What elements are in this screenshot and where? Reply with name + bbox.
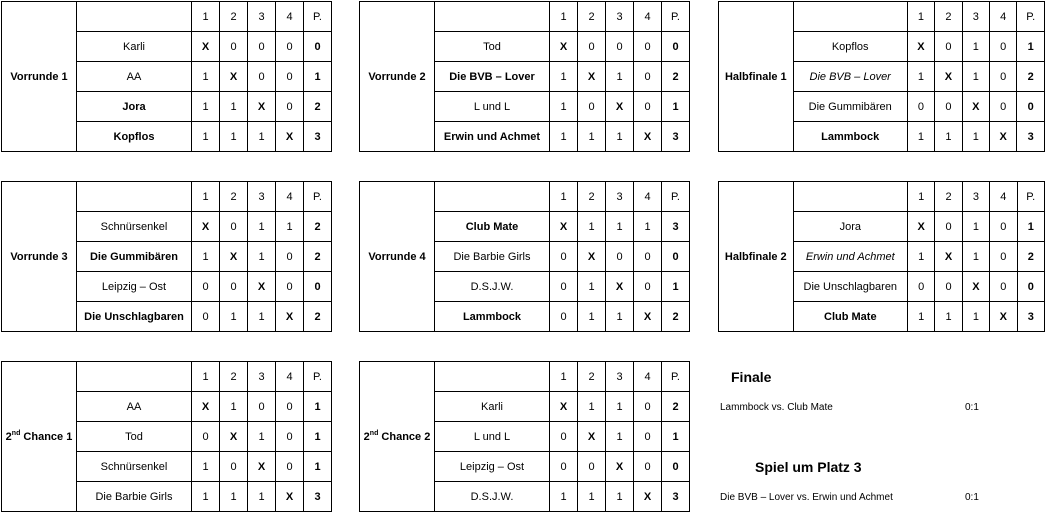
result-cell: 1 — [192, 62, 220, 92]
points-cell: 0 — [304, 272, 332, 302]
group-title: Halbfinale 2 — [719, 182, 794, 332]
finale-match: Lammbock vs. Club Mate — [720, 402, 833, 413]
team-name: AA — [77, 62, 192, 92]
column-header: 1 — [192, 2, 220, 32]
result-cell: X — [634, 482, 662, 512]
column-header: 1 — [907, 182, 934, 212]
result-cell: 0 — [248, 32, 276, 62]
result-cell: 1 — [220, 122, 248, 152]
finale-score: 0:1 — [965, 402, 979, 413]
result-cell: 0 — [634, 92, 662, 122]
result-cell: X — [962, 272, 989, 302]
group-title: 2nd Chance 2 — [360, 362, 435, 512]
team-name: Schnürsenkel — [77, 212, 192, 242]
result-cell: X — [220, 242, 248, 272]
team-name: Club Mate — [435, 212, 550, 242]
points-cell: 3 — [304, 482, 332, 512]
result-cell: 1 — [220, 302, 248, 332]
column-header: 3 — [248, 362, 276, 392]
column-header: P. — [304, 182, 332, 212]
result-cell: X — [550, 392, 578, 422]
group-table — [718, 181, 1045, 332]
team-name: Kopflos — [77, 122, 192, 152]
team-name: D.S.J.W. — [435, 272, 550, 302]
result-cell: 1 — [578, 482, 606, 512]
group-title: Vorrunde 1 — [2, 2, 77, 152]
result-cell: 1 — [276, 212, 304, 242]
column-header: P. — [662, 2, 690, 32]
result-cell: X — [276, 482, 304, 512]
result-cell: X — [578, 242, 606, 272]
points-cell: 1 — [662, 272, 690, 302]
result-cell: 1 — [248, 212, 276, 242]
result-cell: 1 — [550, 482, 578, 512]
result-cell: 1 — [606, 302, 634, 332]
team-name: AA — [77, 392, 192, 422]
column-header: 2 — [220, 362, 248, 392]
team-name: Die Gummibären — [793, 92, 907, 122]
result-cell: X — [935, 242, 962, 272]
team-name: Jora — [77, 92, 192, 122]
result-cell: 0 — [220, 212, 248, 242]
team-name: D.S.J.W. — [435, 482, 550, 512]
result-cell: 0 — [220, 32, 248, 62]
team-name: L und L — [435, 92, 550, 122]
result-cell: X — [276, 122, 304, 152]
points-cell: 2 — [304, 242, 332, 272]
result-cell: 0 — [276, 392, 304, 422]
column-header: 1 — [550, 182, 578, 212]
team-name: Tod — [435, 32, 550, 62]
group-table — [1, 1, 332, 152]
result-cell: 1 — [192, 452, 220, 482]
header-blank-cell — [435, 362, 550, 392]
result-cell: X — [192, 212, 220, 242]
result-cell: 1 — [220, 392, 248, 422]
group-title: 2nd Chance 1 — [2, 362, 77, 512]
result-cell: 1 — [192, 122, 220, 152]
column-header: P. — [662, 182, 690, 212]
header-blank-cell — [435, 182, 550, 212]
team-name: Karli — [435, 392, 550, 422]
points-cell: 3 — [662, 482, 690, 512]
points-cell: 2 — [1017, 62, 1045, 92]
team-name: Die BVB – Lover — [793, 62, 907, 92]
result-cell: X — [248, 452, 276, 482]
column-header: P. — [1017, 2, 1045, 32]
team-name: Schnürsenkel — [77, 452, 192, 482]
team-name: Die Barbie Girls — [435, 242, 550, 272]
result-cell: 1 — [248, 122, 276, 152]
column-header: 2 — [578, 362, 606, 392]
group-title: Vorrunde 3 — [2, 182, 77, 332]
column-header: 2 — [220, 182, 248, 212]
result-cell: X — [606, 272, 634, 302]
result-cell: 1 — [578, 122, 606, 152]
column-header: 2 — [935, 2, 962, 32]
team-name: Lammbock — [793, 122, 907, 152]
result-cell: X — [990, 122, 1017, 152]
result-cell: X — [962, 92, 989, 122]
points-cell: 2 — [1017, 242, 1044, 272]
points-cell: 0 — [1017, 92, 1045, 122]
team-name: L und L — [435, 422, 550, 452]
column-header: 1 — [550, 362, 578, 392]
result-cell: 0 — [634, 62, 662, 92]
result-cell: 1 — [962, 32, 989, 62]
column-header: 2 — [935, 182, 962, 212]
result-cell: 1 — [550, 62, 578, 92]
third-place-title: Spiel um Platz 3 — [755, 459, 862, 475]
result-cell: 1 — [606, 482, 634, 512]
result-cell: X — [276, 302, 304, 332]
column-header: 4 — [990, 2, 1017, 32]
points-cell: 2 — [662, 62, 690, 92]
points-cell: 1 — [1017, 32, 1045, 62]
points-cell: 0 — [662, 242, 690, 272]
result-cell: X — [990, 302, 1017, 332]
result-cell: 0 — [550, 272, 578, 302]
result-cell: 0 — [935, 272, 962, 302]
column-header: 1 — [550, 2, 578, 32]
points-cell: 0 — [304, 32, 332, 62]
result-cell: 1 — [248, 422, 276, 452]
result-cell: 1 — [220, 92, 248, 122]
result-cell: 0 — [935, 32, 962, 62]
result-cell: 1 — [907, 62, 934, 92]
result-cell: 0 — [550, 422, 578, 452]
result-cell: 0 — [276, 452, 304, 482]
points-cell: 3 — [1017, 122, 1045, 152]
result-cell: X — [220, 422, 248, 452]
points-cell: 0 — [662, 452, 690, 482]
points-cell: 3 — [304, 122, 332, 152]
result-cell: 1 — [578, 302, 606, 332]
team-name: Tod — [77, 422, 192, 452]
third-place-match: Die BVB – Lover vs. Erwin und Achmet — [720, 492, 893, 503]
group-title: Halbfinale 1 — [719, 2, 794, 152]
team-name: Die Gummibären — [77, 242, 192, 272]
team-name: Karli — [77, 32, 192, 62]
column-header: P. — [662, 362, 690, 392]
result-cell: 0 — [606, 242, 634, 272]
result-cell: 0 — [634, 32, 662, 62]
header-blank-cell — [793, 182, 907, 212]
column-header: 3 — [248, 182, 276, 212]
group-title: Vorrunde 2 — [360, 2, 435, 152]
result-cell: 0 — [606, 32, 634, 62]
group-table — [718, 1, 1045, 152]
result-cell: X — [192, 32, 220, 62]
result-cell: 0 — [935, 212, 962, 242]
team-name: Lammbock — [435, 302, 550, 332]
header-blank-cell — [435, 2, 550, 32]
column-header: P. — [1017, 182, 1044, 212]
column-header: 3 — [606, 182, 634, 212]
result-cell: 0 — [990, 62, 1017, 92]
result-cell: 0 — [990, 92, 1017, 122]
team-name: Leipzig – Ost — [435, 452, 550, 482]
result-cell: X — [606, 452, 634, 482]
column-header: 2 — [220, 2, 248, 32]
result-cell: 0 — [192, 272, 220, 302]
points-cell: 2 — [304, 212, 332, 242]
result-cell: 1 — [550, 92, 578, 122]
points-cell: 2 — [662, 302, 690, 332]
result-cell: 1 — [962, 302, 989, 332]
column-header: 4 — [276, 2, 304, 32]
points-cell: 1 — [662, 92, 690, 122]
points-cell: 1 — [304, 422, 332, 452]
group-table — [1, 181, 332, 332]
points-cell: 3 — [662, 212, 690, 242]
result-cell: 1 — [578, 392, 606, 422]
result-cell: 1 — [962, 242, 989, 272]
third-place-score: 0:1 — [965, 492, 979, 503]
column-header: 3 — [606, 2, 634, 32]
header-blank-cell — [77, 362, 192, 392]
result-cell: 1 — [962, 122, 989, 152]
points-cell: 1 — [662, 422, 690, 452]
result-cell: 1 — [935, 302, 962, 332]
header-blank-cell — [77, 2, 192, 32]
result-cell: 0 — [550, 302, 578, 332]
result-cell: 0 — [990, 272, 1017, 302]
result-cell: X — [248, 92, 276, 122]
result-cell: 0 — [276, 92, 304, 122]
result-cell: 1 — [606, 122, 634, 152]
column-header: 3 — [962, 182, 989, 212]
result-cell: X — [192, 392, 220, 422]
points-cell: 2 — [304, 92, 332, 122]
team-name: Die BVB – Lover — [435, 62, 550, 92]
result-cell: 0 — [578, 32, 606, 62]
result-cell: 0 — [220, 272, 248, 302]
result-cell: 0 — [276, 32, 304, 62]
result-cell: 1 — [550, 122, 578, 152]
result-cell: X — [907, 32, 934, 62]
result-cell: 1 — [192, 242, 220, 272]
team-name: Leipzig – Ost — [77, 272, 192, 302]
column-header: 1 — [192, 362, 220, 392]
result-cell: X — [550, 32, 578, 62]
group-table — [1, 361, 332, 512]
group-title: Vorrunde 4 — [360, 182, 435, 332]
column-header: 1 — [907, 2, 934, 32]
result-cell: 0 — [634, 452, 662, 482]
points-cell: 3 — [662, 122, 690, 152]
result-cell: 1 — [935, 122, 962, 152]
result-cell: 1 — [907, 242, 934, 272]
column-header: 3 — [248, 2, 276, 32]
result-cell: 0 — [634, 422, 662, 452]
result-cell: X — [935, 62, 962, 92]
column-header: 4 — [634, 2, 662, 32]
team-name: Die Barbie Girls — [77, 482, 192, 512]
result-cell: 0 — [192, 422, 220, 452]
result-cell: X — [220, 62, 248, 92]
header-blank-cell — [793, 2, 907, 32]
header-blank-cell — [77, 182, 192, 212]
points-cell: 0 — [1017, 272, 1044, 302]
column-header: 4 — [634, 362, 662, 392]
result-cell: X — [550, 212, 578, 242]
result-cell: X — [606, 92, 634, 122]
points-cell: 1 — [304, 452, 332, 482]
column-header: 2 — [578, 2, 606, 32]
column-header: P. — [304, 362, 332, 392]
points-cell: 2 — [662, 392, 690, 422]
result-cell: 0 — [248, 392, 276, 422]
result-cell: 1 — [962, 62, 989, 92]
team-name: Erwin und Achmet — [435, 122, 550, 152]
team-name: Erwin und Achmet — [793, 242, 907, 272]
team-name: Die Unschlagbaren — [793, 272, 907, 302]
column-header: 4 — [990, 182, 1017, 212]
team-name: Club Mate — [793, 302, 907, 332]
result-cell: 0 — [990, 242, 1017, 272]
finale-title: Finale — [731, 369, 772, 385]
result-cell: 1 — [606, 62, 634, 92]
result-cell: 0 — [907, 272, 934, 302]
team-name: Kopflos — [793, 32, 907, 62]
result-cell: 0 — [634, 272, 662, 302]
result-cell: 1 — [907, 302, 934, 332]
group-table — [359, 1, 690, 152]
column-header: P. — [304, 2, 332, 32]
result-cell: 1 — [220, 482, 248, 512]
result-cell: 1 — [606, 212, 634, 242]
column-header: 4 — [634, 182, 662, 212]
result-cell: 0 — [578, 92, 606, 122]
result-cell: 0 — [276, 422, 304, 452]
result-cell: 0 — [634, 242, 662, 272]
points-cell: 1 — [304, 62, 332, 92]
result-cell: 1 — [578, 212, 606, 242]
result-cell: 0 — [578, 452, 606, 482]
team-name: Jora — [793, 212, 907, 242]
column-header: 3 — [606, 362, 634, 392]
result-cell: 1 — [578, 272, 606, 302]
result-cell: 0 — [550, 242, 578, 272]
result-cell: X — [578, 422, 606, 452]
result-cell: X — [248, 272, 276, 302]
points-cell: 2 — [304, 302, 332, 332]
column-header: 2 — [578, 182, 606, 212]
result-cell: 0 — [192, 302, 220, 332]
result-cell: 1 — [962, 212, 989, 242]
team-name: Die Unschlagbaren — [77, 302, 192, 332]
result-cell: 0 — [220, 452, 248, 482]
column-header: 4 — [276, 362, 304, 392]
points-cell: 1 — [304, 392, 332, 422]
result-cell: 1 — [248, 302, 276, 332]
result-cell: 0 — [276, 272, 304, 302]
result-cell: 0 — [248, 62, 276, 92]
points-cell: 3 — [1017, 302, 1044, 332]
result-cell: 0 — [276, 242, 304, 272]
result-cell: 0 — [550, 452, 578, 482]
group-table — [359, 181, 690, 332]
result-cell: 0 — [634, 392, 662, 422]
result-cell: 1 — [907, 122, 934, 152]
result-cell: X — [634, 122, 662, 152]
result-cell: 0 — [990, 212, 1017, 242]
result-cell: 1 — [606, 422, 634, 452]
column-header: 4 — [276, 182, 304, 212]
result-cell: 0 — [990, 32, 1017, 62]
result-cell: 1 — [192, 482, 220, 512]
result-cell: X — [578, 62, 606, 92]
column-header: 1 — [192, 182, 220, 212]
result-cell: 1 — [192, 92, 220, 122]
result-cell: 1 — [606, 392, 634, 422]
points-cell: 0 — [662, 32, 690, 62]
result-cell: 1 — [248, 242, 276, 272]
group-table — [359, 361, 690, 512]
result-cell: X — [634, 302, 662, 332]
points-cell: 1 — [1017, 212, 1044, 242]
result-cell: 1 — [248, 482, 276, 512]
result-cell: 0 — [935, 92, 962, 122]
result-cell: 1 — [634, 212, 662, 242]
column-header: 3 — [962, 2, 989, 32]
result-cell: X — [907, 212, 934, 242]
result-cell: 0 — [276, 62, 304, 92]
result-cell: 0 — [907, 92, 934, 122]
